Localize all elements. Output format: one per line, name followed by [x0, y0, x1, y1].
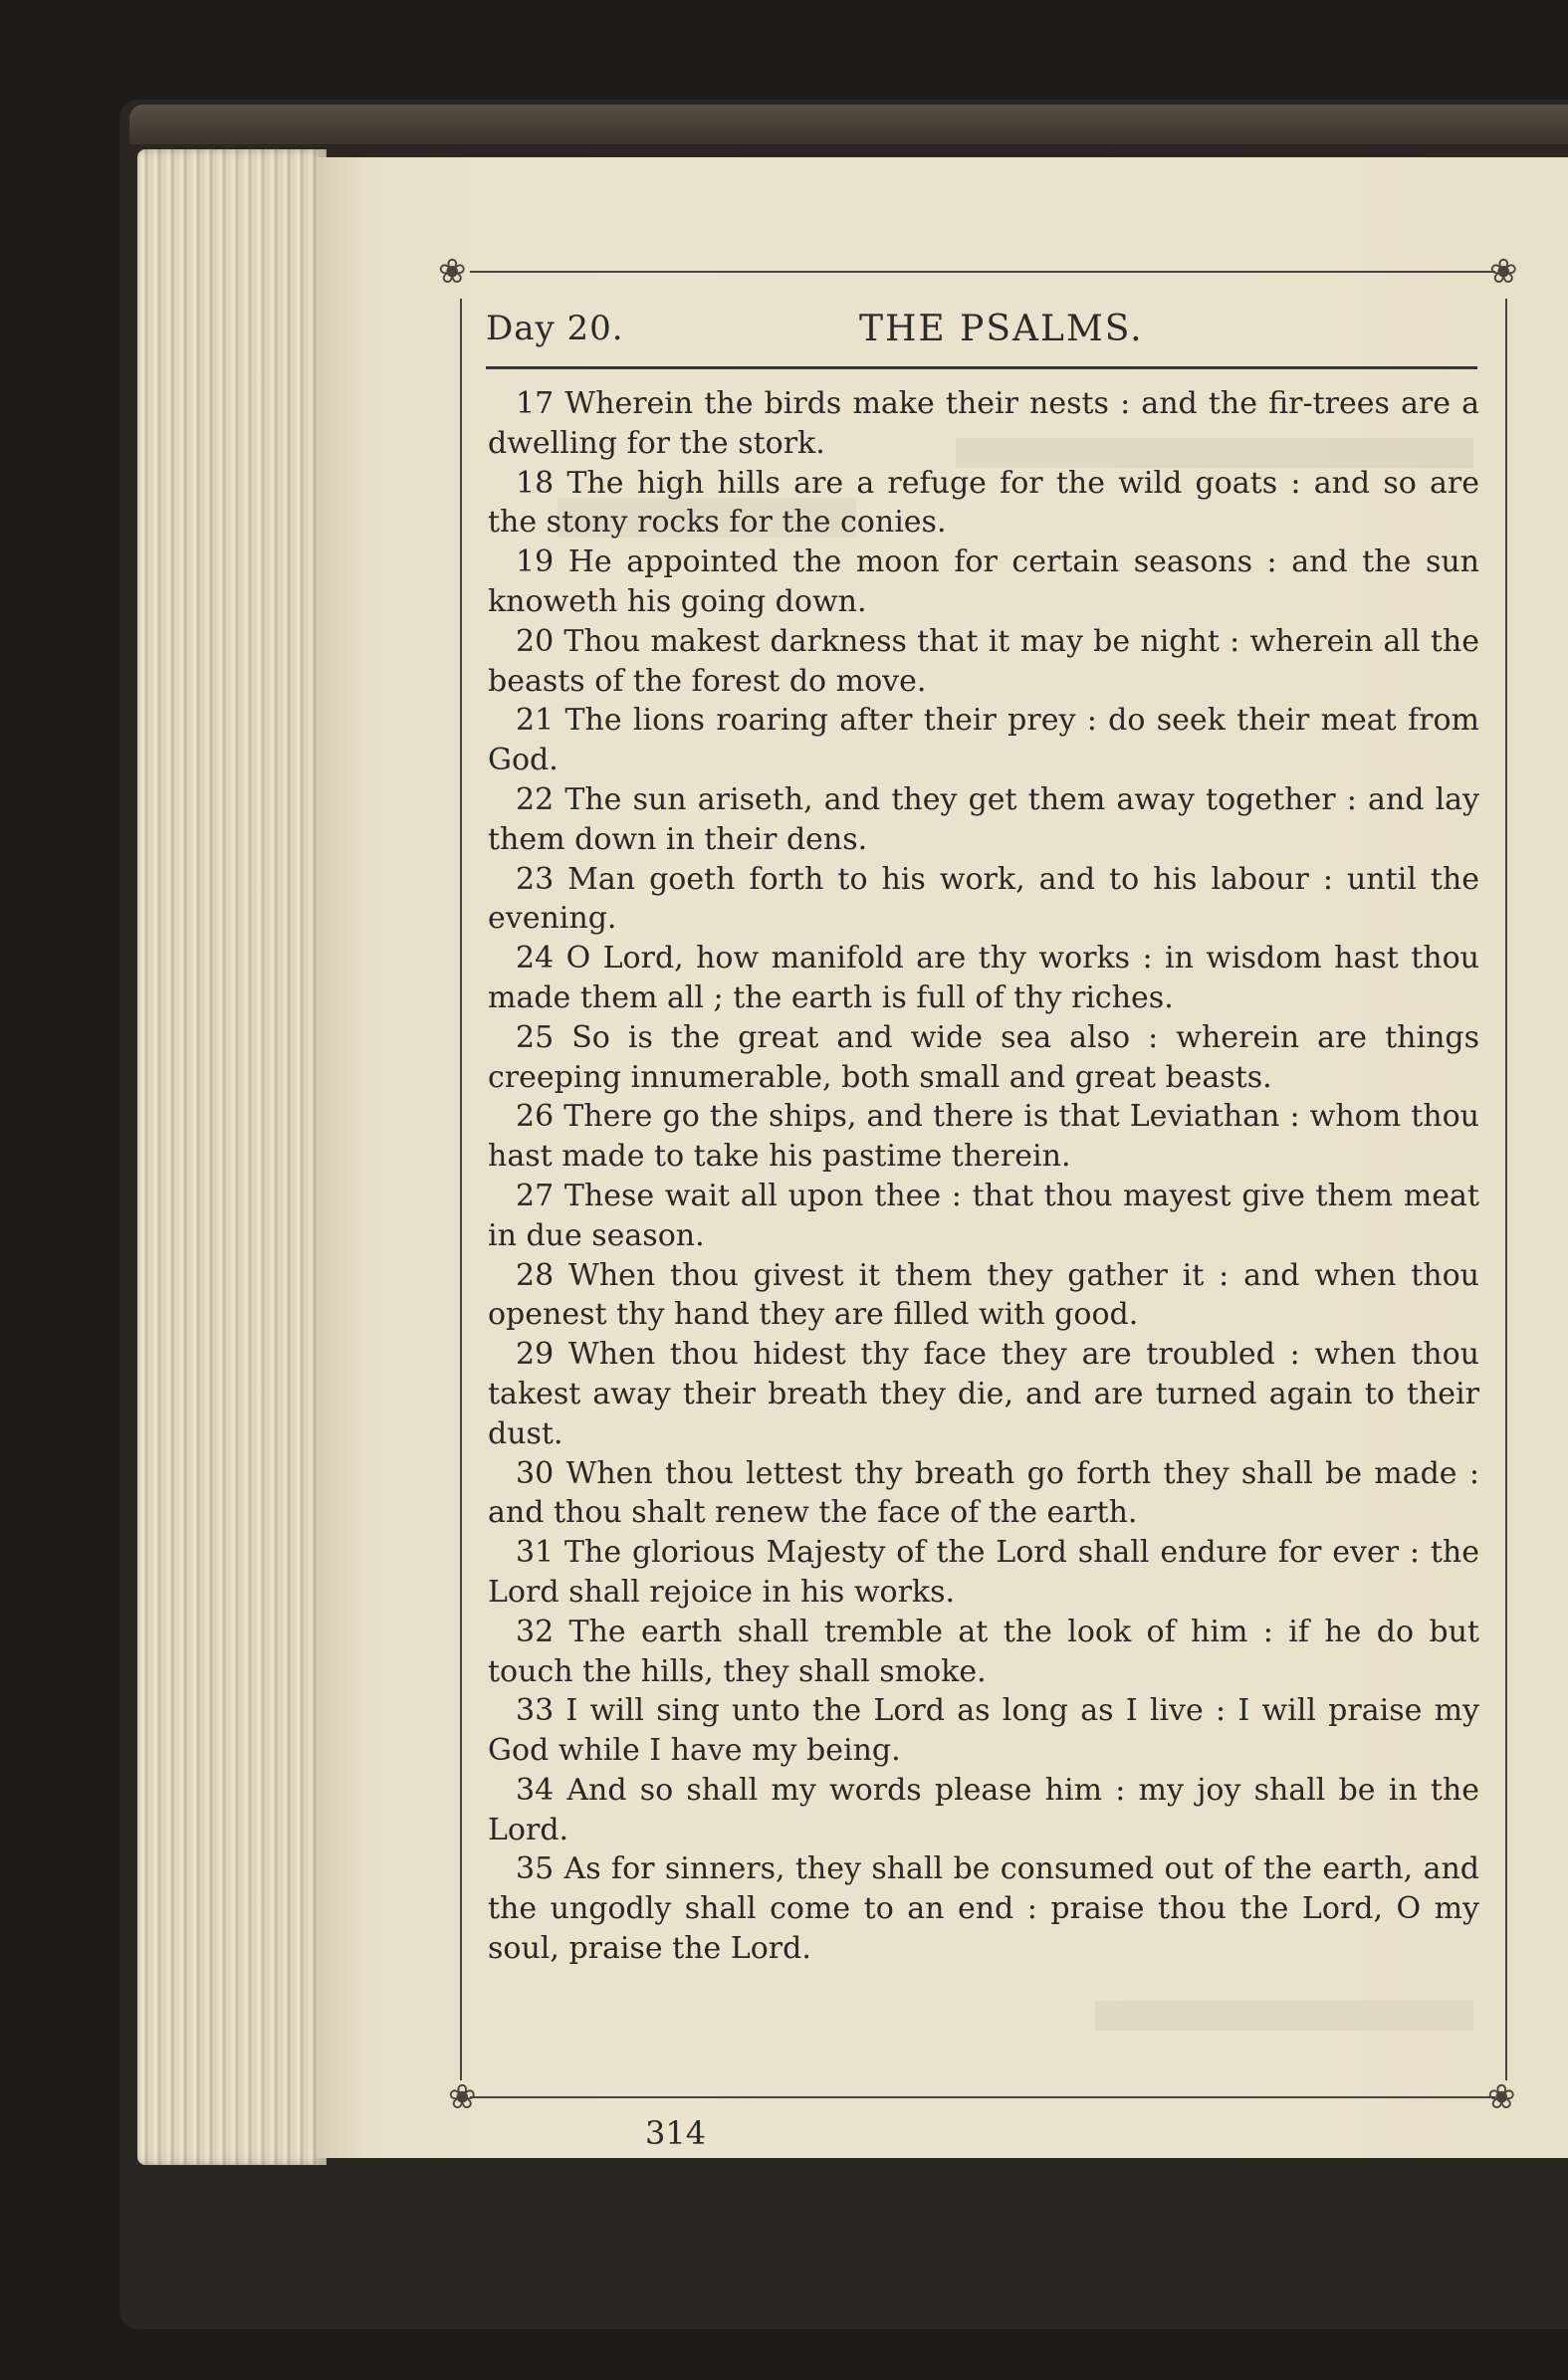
verse: 18 The high hills are a refuge for the wild goats : and so are the stony rocks for the conies. — [488, 465, 1479, 541]
verse: 27 These wait all upon thee : that thou mayest give them meat in due season. — [488, 1178, 1479, 1253]
verse: 33 I will sing unto the Lord as long as I live : I will praise my God while I have my being. — [488, 1693, 1479, 1769]
corner-ornament-icon: ❀ — [438, 252, 467, 292]
verse: 26 There go the ships, and there is that Leviathan : whom thou hast made to take his pastime therein. — [488, 1099, 1479, 1175]
verse: 31 The glorious Majesty of the Lord shall endure for ever : the Lord shall rejoice in his works. — [488, 1535, 1479, 1610]
bleed-through — [1095, 2001, 1473, 2031]
verse: 29 When thou hidest thy face they are troubled : when thou takest away their breath they die, and are turned again to their dust. — [488, 1337, 1479, 1451]
psalm-text — [488, 384, 1479, 1969]
corner-ornament-icon: ❀ — [1487, 2077, 1516, 2117]
header-rule — [486, 366, 1477, 369]
verse: 32 The earth shall tremble at the look of him : if he do but touch the hills, they shall smoke. — [488, 1614, 1479, 1689]
corner-ornament-icon: ❀ — [448, 2077, 477, 2117]
verse: 19 He appointed the moon for certain seasons : and the sun knoweth his going down. — [488, 544, 1479, 619]
verse: 30 When thou lettest thy breath go forth they shall be made : and thou shalt renew the face of the earth. — [488, 1455, 1479, 1531]
book-spine-top — [129, 105, 1568, 144]
verse: 23 Man goeth forth to his work, and to his labour : until the evening. — [488, 861, 1479, 937]
verse: 17 Wherein the birds make their nests : and the fir-trees are a dwelling for the stork. — [488, 386, 1479, 461]
frame-left-rule — [460, 299, 462, 2080]
frame-bottom-rule — [470, 2096, 1495, 2098]
corner-ornament-icon: ❀ — [1489, 252, 1518, 292]
page-edges — [137, 149, 327, 2165]
page-number: 314 — [645, 2114, 707, 2152]
verse: 24 O Lord, how manifold are thy works : in wisdom hast thou made them all ; the earth is full of thy riches. — [488, 941, 1479, 1015]
verse: 28 When thou givest it them they gather it : and when thou openest thy hand they are filled with good. — [488, 1257, 1479, 1333]
frame-right-rule — [1505, 299, 1507, 2080]
verse: 25 So is the great and wide sea also : wherein are things creeping innumerable, both small and great beasts. — [488, 1019, 1479, 1095]
frame-top-rule — [470, 271, 1495, 273]
verse: 34 And so shall my words please him : my joy shall be in the Lord. — [488, 1772, 1479, 1847]
page-title: THE PSALMS. — [859, 309, 1144, 349]
verse: 21 The lions roaring after their prey : do seek their meat from God. — [488, 703, 1479, 778]
running-head — [486, 309, 1477, 358]
verse: 35 As for sinners, they shall be consumed out of the earth, and the ungodly shall come to an end : praise thou the Lord, O my soul, praise the Lord. — [488, 1851, 1479, 1967]
day-label: Day 20. — [486, 309, 624, 348]
verse: 20 Thou makest darkness that it may be night : wherein all the beasts of the forest do move. — [488, 623, 1479, 699]
verse: 22 The sun ariseth, and they get them away together : and lay them down in their dens. — [488, 781, 1479, 857]
